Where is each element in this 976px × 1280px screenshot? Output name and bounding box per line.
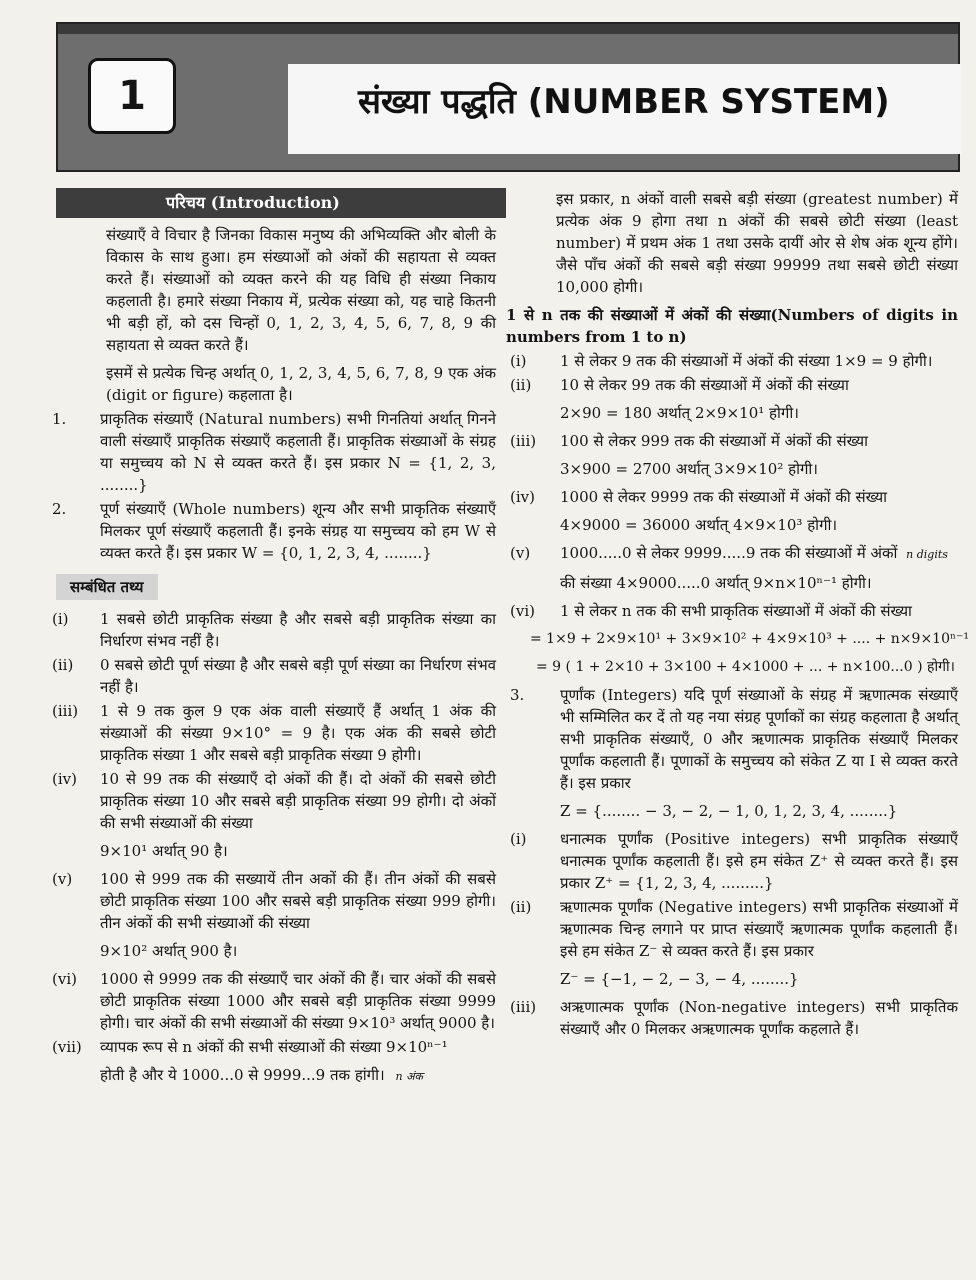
digits-item <box>506 600 958 622</box>
item-number: (vi) <box>510 602 535 620</box>
integer-type-item <box>506 828 958 894</box>
digits-item <box>506 486 958 508</box>
item-text: 1 से 9 तक कुल 9 एक अंक वाली संख्याएँ हैं अर्थात् 1 अंक की संख्याओं की संख्या 9×10° = 9 है। एक अंक की सबसे छोटी प्राकृतिक संख्या 1 और सबसे बड़ी प्राकृतिक संख्या 9 होगी। <box>100 702 496 764</box>
item-text: ऋणात्मक पूर्णांक (Negative integers) सभी प्राकृतिक संख्याओं में ऋणात्मक चिन्ह लगाने पर प्राप्त संख्याएँ ऋणात्मक पूर्णांक कहलाती हैं। इसे हम संकेत Z⁻ से व्यक्त करते हैं। इस प्रकार <box>560 898 958 960</box>
item-number: (iii) <box>510 432 537 450</box>
underbrace-label: n अंक <box>395 1070 423 1083</box>
underbrace-label: n digits <box>906 548 948 561</box>
formula: 9×10¹ अर्थात् 90 है। <box>100 842 228 860</box>
item-number: 2. <box>52 500 67 518</box>
item-number: (i) <box>510 352 527 370</box>
chapter-number: 1 <box>88 58 176 134</box>
chapter-title: संख्या पद्धति (NUMBER SYSTEM) <box>358 82 890 122</box>
fact-item <box>46 868 496 934</box>
item-number: (iv) <box>52 770 77 788</box>
item-text: अऋणात्मक पूर्णांक (Non-negative integers) सभी प्राकृतिक संख्याएँ और 0 मिलकर अऋणात्मक पूर्णांक कहलाते हैं। <box>560 998 958 1038</box>
item-number: (vi) <box>52 970 77 988</box>
item-number: (ii) <box>510 376 532 394</box>
fact-item <box>46 654 496 698</box>
item-text: 1000 से 9999 तक की संख्याएँ चार अंकों की हैं। चार अंकों की सबसे छोटी प्राकृतिक संख्या 1000 और सबसे बड़ी प्राकृतिक संख्या 9999 होगी। चार अंकों की सभी संख्याओं की संख्या 9×10³ अर्थात् 9000 है। <box>100 970 496 1032</box>
item-text: 1 से लेकर 9 तक की संख्याओं में अंकों की संख्या 1×9 = 9 होगी। <box>560 352 933 370</box>
formula: 4×9000 = 36000 अर्थात् 4×9×10³ होगी। <box>560 516 838 534</box>
item-text: 10 से लेकर 99 तक की संख्याओं में अंकों की संख्या <box>560 376 849 394</box>
header-strip <box>58 24 958 34</box>
definition-natural-numbers <box>46 408 496 496</box>
formula: = 9 ( 1 + 2×10 + 3×100 + 4×1000 + ... + n×100...0 ) होगी। <box>536 659 955 675</box>
definition-integers <box>506 684 958 794</box>
fact-item <box>46 768 496 834</box>
item-number: (vii) <box>52 1038 82 1056</box>
item-number: 3. <box>510 686 525 704</box>
formula: की संख्या 4×9000.....0 अर्थात् 9×n×10ⁿ⁻¹ होगी। <box>560 574 872 592</box>
item-number: (iii) <box>52 702 79 720</box>
definition-whole-numbers <box>46 498 496 564</box>
item-text: 1000 से लेकर 9999 तक की संख्याओं में अंकों की संख्या <box>560 488 888 506</box>
integer-type-item <box>506 896 958 962</box>
formula-text: होती है और ये 1000...0 से 9999...9 तक हांगी। <box>100 1066 385 1084</box>
digits-item <box>506 542 958 566</box>
item-text: 1000.....0 से लेकर 9999.....9 तक की संख्याओं में अंकों <box>560 544 898 562</box>
item-number: (i) <box>510 830 527 848</box>
fact-item <box>46 700 496 766</box>
right-paragraph-1: इस प्रकार, n अंकों वाली सबसे बड़ी संख्या (greatest number) में प्रत्येक अंक 9 होगा तथा n अंकों की सबसे छोटी संख्या (least number) में प्रथम अंक 1 तथा उसके दायीं ओर से शेष अंक शून्य होंगे। जैसे पाँच अंकों की सबसे बड़ी संख्या 99999 तथा सबसे छोटी संख्या 10,000 होगी। <box>556 190 958 296</box>
formula: 2×90 = 180 अर्थात् 2×9×10¹ होगी। <box>560 404 799 422</box>
item-text: पूर्णांक (Integers) यदि पूर्ण संख्याओं के संग्रह में ऋणात्मक संख्याएँ भी सम्मिलित कर दें तो यह नया संग्रह पूर्णाकों का संग्रह कहलाता है अर्थात् सभी प्राकृतिक संख्याएँ, 0 और ऋणात्मक प्राकृतिक संख्याएँ मिलकर पूर्णांक कहलाती हैं। पूणाकों के समुच्चय को संकेत Z या I से व्यक्त करते हैं। इस प्रकार <box>560 686 958 792</box>
item-number: (v) <box>52 870 73 888</box>
formula <box>46 1064 496 1088</box>
item-text: 100 से लेकर 999 तक की संख्याओं में अंकों की संख्या <box>560 432 868 450</box>
digits-heading: 1 से n तक की संख्याओं में अंकों की संख्या(Numbers of digits in numbers from 1 to n) <box>506 306 958 346</box>
item-number: (i) <box>52 610 69 628</box>
left-column <box>46 188 496 1094</box>
digits-item <box>506 374 958 396</box>
formula: 9×10² अर्थात् 900 है। <box>100 942 238 960</box>
item-text: धनात्मक पूर्णांक (Positive integers) सभी प्राकृतिक संख्याएँ धनात्मक पूर्णांक कहलाती हैं। इसे हम संकेत Z⁺ से व्यक्त करते हैं। इस प्रकार Z⁺ = {1, 2, 3, 4, .........} <box>560 830 958 892</box>
fact-item <box>46 608 496 652</box>
intro-paragraph-1: संख्याएँ वे विचार है जिनका विकास मनुष्य की अभिव्यक्ति और बोली के विकास के साथ हुआ। हम संख्याओं को अंकों की सहायता से व्यक्त करते हैं। संख्याओं को व्यक्त करने की यह विधि ही संख्या निकाय कहलाती है। हमारे संख्या निकाय में, प्रत्येक संख्या को, यह चाहे कितनी भी बड़ी हों, को दस चिन्हों 0, 1, 2, 3, 4, 5, 6, 7, 8, 9 की सहायता से व्यक्त करते हैं। <box>106 226 496 354</box>
item-text: व्यापक रूप से n अंकों की सभी संख्याओं की संख्या 9×10ⁿ⁻¹ <box>100 1038 448 1056</box>
formula: 3×900 = 2700 अर्थात् 3×9×10² होगी। <box>560 460 818 478</box>
formula: = 1×9 + 2×9×10¹ + 3×9×10² + 4×9×10³ + .... + n×9×10ⁿ⁻¹ <box>530 631 970 647</box>
item-number: (v) <box>510 544 531 562</box>
intro-heading: परिचय (Introduction) <box>56 188 506 218</box>
item-number: (iii) <box>510 998 537 1016</box>
item-text: पूर्ण संख्याएँ (Whole numbers) शून्य और सभी प्राकृतिक संख्याएँ मिलकर पूर्ण संख्याएँ कहलाती हैं। इनके संग्रह या समुच्चय को हम W से व्यक्त करते हैं। इस प्रकार W = {0, 1, 2, 3, 4, ........} <box>100 500 496 562</box>
item-text: प्राकृतिक संख्याएँ (Natural numbers) सभी गिनतियां अर्थात् गिनने वाली संख्याएँ प्राकृतिक संख्याएँ कहलाती हैं। प्राकृतिक संख्याओं के संग्रह या समुच्चय को N से व्यक्त करते हैं। इस प्रकार N = {1, 2, 3, ........} <box>100 410 496 494</box>
formula: Z⁻ = {−1, − 2, − 3, − 4, ........} <box>560 970 799 988</box>
fact-item <box>46 968 496 1034</box>
chapter-header <box>56 22 960 172</box>
item-number: (ii) <box>510 898 532 916</box>
facts-heading: सम्बंधित तथ्य <box>56 574 158 600</box>
integer-type-item <box>506 996 958 1040</box>
item-text: 1 सबसे छोटी प्राकृतिक संख्या है और सबसे बड़ी प्राकृतिक संख्या का निर्धारण संभव नहीं है। <box>100 610 496 650</box>
item-number: 1. <box>52 410 67 428</box>
item-text: 1 से लेकर n तक की सभी प्राकृतिक संख्याओं में अंकों की संख्या <box>560 602 912 620</box>
item-text: 100 से 999 तक की सख्यायें तीन अकों की हैं। तीन अंकों की सबसे छोटी प्राकृतिक संख्या 100 और सबसे बड़ी प्राकृतिक संख्या 999 होगी। तीन अंकों की सभी संख्याओं की संख्या <box>100 870 496 932</box>
item-number: (ii) <box>52 656 74 674</box>
item-text: 0 सबसे छोटी पूर्ण संख्या है और सबसे बड़ी पूर्ण संख्या का निर्धारण संभव नहीं है। <box>100 656 496 696</box>
intro-paragraph-2: इसमें से प्रत्येक चिन्ह अर्थात् 0, 1, 2, 3, 4, 5, 6, 7, 8, 9 एक अंक (digit or figure) कहलाता है। <box>106 364 496 404</box>
formula: Z = {........ − 3, − 2, − 1, 0, 1, 2, 3, 4, ........} <box>560 802 898 820</box>
digits-item <box>506 350 958 372</box>
item-number: (iv) <box>510 488 535 506</box>
right-column <box>506 188 970 1042</box>
fact-item <box>46 1036 496 1058</box>
digits-item <box>506 430 958 452</box>
item-text: 10 से 99 तक की संख्याएँ दो अंकों की हैं। दो अंकों की सबसे छोटी प्राकृतिक संख्या 10 और सबसे बड़ी प्राकृतिक संख्या 99 होगी। दो अंकों की सभी संख्याओं की संख्या <box>100 770 496 832</box>
